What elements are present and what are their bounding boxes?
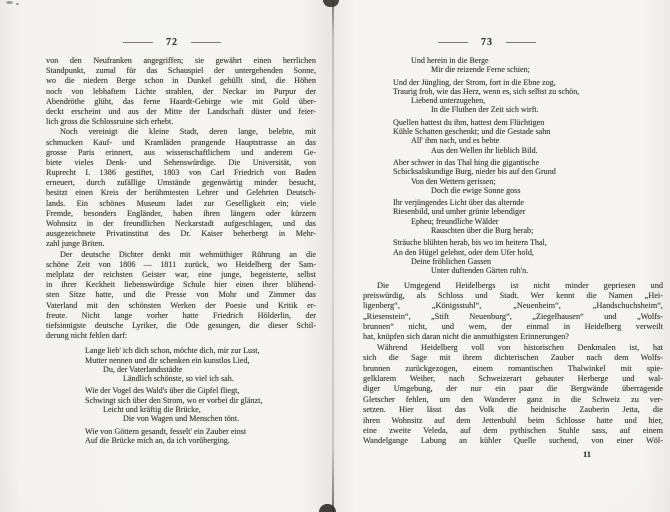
prose-line: setzen. Hier lässt das Volk die heidnische Zauberin Jetta, die xyxy=(363,405,663,415)
poem-line: Deine fröhlichen Gassen xyxy=(411,256,492,266)
prose-line: tiefsinnigste deutsche Lyriker, die Ode gesungen, die dieser Schil- xyxy=(46,320,316,330)
poem-line: Sträuche blühten herab, bis wo im heitern Thal, xyxy=(393,238,547,248)
right-page xyxy=(363,36,663,459)
poem-line: Du, der Vaterlandsstädte xyxy=(103,364,183,374)
prose-line: noch von lebhaftem Lichte strahlen, der Neckar im Purpur der xyxy=(46,86,316,96)
prose-line: sten Sitze hatte, und die Presse von Mohr und Zimmer das xyxy=(46,290,316,300)
prose-line: diger Umgebung, der nur ein paar die Bergwände überragende xyxy=(363,384,663,394)
paper-speck xyxy=(16,3,19,5)
prose-line: erneuert, durch zufällige Umstände gegenwärtig minder besucht, xyxy=(46,178,316,188)
prose-line: Noch vereinigt die kleine Stadt, deren lange, belebte, mit xyxy=(60,127,316,137)
poem-line: Traurig froh, wie das Herz, wenn es, sich selbst zu schön, xyxy=(393,86,580,96)
left-page-number: 72 xyxy=(166,36,178,48)
poem-line: An den Hügel gelehnt, oder dem Ufer hold, xyxy=(393,247,534,257)
poem-line: All' ihm nach, und es bebte xyxy=(411,136,500,146)
poem-line: Die von Wagen und Menschen tönt. xyxy=(123,414,240,424)
gutter-shadow xyxy=(332,0,334,512)
prose-line: Abendröthe glüht, das ferne Haardt-Gebirge wie mit Gold über- xyxy=(46,96,316,106)
prose-line: gelklarem Weiher, nach Schweizerart gebauter Herberge und wal- xyxy=(363,374,663,384)
prose-line: biete vieles Denk- und Sehenswürdige. Die Universität, von xyxy=(46,157,316,167)
poem-line: Rauschten über die Burg herab; xyxy=(431,226,534,236)
poem-line: Auf die Brücke mich an, da ich vorüberging. xyxy=(85,435,230,445)
prose-line: grosse Paris erinnert, aus wissenschaftlichem und anderem Ge- xyxy=(46,147,316,157)
poem-line: Wie der Vogel des Wald's über die Gipfel fliegt, xyxy=(85,386,240,396)
prose-line: Ruprecht I. 1386 gestiftet, 1803 von Carl Friedrich von Baden xyxy=(46,168,316,178)
poem-line: Riesenbild, und umher grünte lebendiger xyxy=(393,207,526,217)
poem-line: In die Fluthen der Zeit sich wirft. xyxy=(431,105,539,115)
poem-line: Mir die reizende Ferne schien; xyxy=(431,65,530,75)
prose-line: Vaterland mit den schönsten Werken der Poesie und Kritik er- xyxy=(46,300,316,310)
poem-line: Und der Jüngling, der Strom, fort in die Ebne zog, xyxy=(393,77,556,87)
prose-line: Standpunkt, zumal für das Schauspiel der untergehenden Sonne, xyxy=(46,66,316,76)
prose-line: ihren Wohnsitz auf dem Jettenbuhl beim Schlosse hatte und hier, xyxy=(363,415,663,425)
prose-line: zahl junge Briten. xyxy=(46,239,105,249)
prose-line: wo die niedern Berge schon in Dunkel gehüllt sind, die Höhen xyxy=(46,76,316,86)
header-rule xyxy=(123,42,153,43)
left-page-header xyxy=(37,36,307,48)
poem-line: Schicksalskundige Burg, nieder bis auf den Grund xyxy=(393,167,556,177)
prose-line: freute. Nicht lange vorher hatte Friedrich Hölderlin, der xyxy=(46,310,316,320)
poem-line: Schwingt sich über den Strom, wo er vorbei dir glänzt, xyxy=(85,395,263,405)
spine-bottom-shadow xyxy=(319,504,336,512)
prose-line: brunnen zurückgezogen, einem romantischen Thalwinkel mit spie- xyxy=(363,363,663,373)
poem-line: Ihr verjüngendes Licht über das alternde xyxy=(393,198,525,208)
prose-line: schmucken Kauf- und Kramläden prangende Hauptstrasse an das xyxy=(46,137,316,147)
right-prose-block xyxy=(363,281,663,447)
right-page-header xyxy=(337,36,637,48)
poem-line: Wie von Göttern gesandt, fesselt' ein Zauber einst xyxy=(85,426,247,436)
header-rule xyxy=(191,42,221,43)
prose-line: Die Umgegend Heidelbergs ist nicht minder gepriesen und xyxy=(377,280,663,290)
prose-line: Fremde, besonders Engländer, haben ihren längern oder kürzern xyxy=(46,208,316,218)
prose-line: „Riesenstein“, „Stift Neuenburg“, „Ziegelhausen“ und „Wolfs- xyxy=(363,311,663,321)
poem-line: Von den Wettern gerissen; xyxy=(411,176,496,186)
left-page xyxy=(46,36,316,445)
right-page-number: 73 xyxy=(481,36,493,48)
prose-line: ausgezeichnete Privatinstitut des Dr. Kaiser beherbergt in Mehr- xyxy=(46,229,316,239)
prose-line: Gletscher fehlen, um den Wanderer ganz in die Schweiz zu ver- xyxy=(363,394,663,404)
header-rule xyxy=(506,42,536,43)
prose-line: von den Neufranken angegriffen; sie gewährt einen herrlichen xyxy=(46,56,316,65)
poem-line: Quellen hattest du ihm, hattest dem Flüchtigen xyxy=(393,117,545,127)
prose-line: derung nicht fehlen darf: xyxy=(46,331,128,341)
poem-line: Leicht und kräftig die Brücke, xyxy=(103,405,201,415)
prose-line: eine zweite Veleda, auf dem pythischen Stuhle sass, auf einem xyxy=(363,426,663,435)
poem-line: Epheu; freundliche Wälder xyxy=(411,216,499,226)
prose-line: besitzt einen Kreis der berühmtesten Lehrer und Gelehrten Deutsch- xyxy=(46,188,316,198)
prose-line: ligenberg“, „Königsstuhl“, „Neuenheim“, „Handschuchsheim“, xyxy=(363,301,663,311)
prose-line: sich die Sage mit ihrem dichterischen Zauber nach dem Wolfs- xyxy=(363,353,663,363)
prose-line: Wohnsitz in der freundlichen Neckarstadt aufgeschlagen, und das xyxy=(46,219,316,228)
left-prose-block xyxy=(46,56,316,341)
prose-line: lands. Ein schönes Museum ladet zur Geselligkeit ein; viele xyxy=(46,198,316,208)
poem-line: Doch die ewige Sonne goss xyxy=(431,185,521,195)
right-poem-block xyxy=(393,56,663,276)
poem-line: Und herein in die Berge xyxy=(411,56,489,65)
prose-line: schöne Zeit von 1806 — 1811 zurück, wo Heidelberg der Sam- xyxy=(46,259,316,269)
poem-line: Liebend unterzugehen, xyxy=(411,96,486,106)
prose-line: deckt erscheint und aus der Mitte der Landschaft düster und feier- xyxy=(46,106,316,116)
prose-line: lich gross die Schlossruine sich erhebt. xyxy=(46,117,174,127)
header-rule xyxy=(438,42,468,43)
poem-line: Aus den Wellen ihr lieblich Bild. xyxy=(431,145,538,155)
poem-line: Aber schwer in das Thal hing die gigantische xyxy=(393,157,540,167)
poem-line: Unter duftenden Gärten ruh'n. xyxy=(431,266,529,276)
poem-line: Kühle Schatten geschenkt; und die Gestade sahn xyxy=(393,127,551,137)
prose-line: preiswürdig, als Schloss und Stadt. Wer kennt die Namen „Hei- xyxy=(363,290,663,300)
spine-top-shadow xyxy=(323,0,339,7)
poem-line: Ländlich schönste, so viel ich sah. xyxy=(123,374,234,384)
prose-line: melplatz der reichsten Geister war, eine junge, begeisterte, selbst xyxy=(46,269,316,279)
prose-line: brunnen“ nicht, und wem, der einmal in Heidelberg verweilt xyxy=(363,322,663,332)
left-poem-block xyxy=(85,346,316,445)
signature-mark: 11 xyxy=(582,448,591,459)
prose-line: Wandelgange Labung an kühler Quelle suchend, von einer Wöl- xyxy=(363,436,663,446)
prose-line: Während Heidelberg voll von historischen Denkmalen ist, hat xyxy=(377,342,663,352)
prose-line: in ihrer Keckheit liebenswürdige Schule hier einen ihrer blühend- xyxy=(46,280,316,290)
prose-line: hat, knüpfen sich daran nicht die anmuthigsten Erinnerungen? xyxy=(363,332,569,342)
prose-line: Der deutsche Dichter denkt mit wehmüthiger Rührung an die xyxy=(60,249,316,259)
paper-speck xyxy=(6,1,13,4)
poem-line: Mutter nennen und dir schenken ein kunstlos Lied, xyxy=(85,355,250,365)
poem-line: Lange lieb' ich dich schon, möchte dich, mir zur Lust, xyxy=(85,346,260,356)
